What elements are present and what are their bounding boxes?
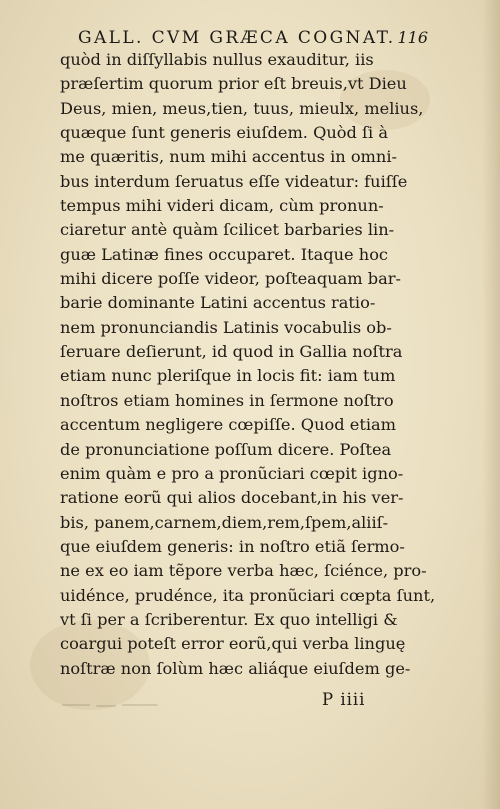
text-line: noſtræ non ſolùm hæc aliáque eiuſdem ge- [60,658,411,678]
text-line: barie dominante Latini accentus ratio- [60,293,376,313]
text-line: noſtros etiam homines in ſermone noſtro [60,390,394,410]
text-line: ne ex eo iam tẽpore verba hæc, ſciénce, pro- [60,561,427,581]
text-line: quòd in diſſyllabis nullus exauditur, iis [60,50,374,69]
page-edge-shadow [482,0,500,809]
text-line: guæ Latinæ fines occuparet. Itaque hoc [60,244,389,264]
text-line: bus interdum ſeruatus eſſe videatur: fuiſſe [60,171,408,191]
text-line: Deus, mien, meus,tien, tuus, mieulx, melius, [60,98,424,118]
text-line: ratione eorũ qui alios docebant,in his ver- [60,488,404,508]
signature-mark: P iiii [322,690,366,709]
text-line: ciaretur antè quàm ſcilicet barbaries lin- [60,220,395,240]
text-line: mihi dicere poſſe videor, poſteaquam bar- [60,269,401,289]
text-line: accentum negligere cœpiſſe. Quod etiam [60,415,397,435]
page-number: 116 [397,28,428,47]
text-line: que eiuſdem generis: in noſtro etiã ſermo- [60,536,405,556]
show-through-text [58,696,168,720]
text-line: enim quàm e pro a pronũciari cœpit igno- [60,463,404,483]
running-title: GALL. CVM GRÆCA COGNAT. [78,28,396,48]
text-line: quæque ſunt generis eiuſdem. Quòd ſi à [60,123,388,143]
text-line: præſertim quorum prior eſt breuis,vt Dieu [60,74,407,94]
text-line: uidénce, prudénce, ita pronũciari cœpta ſunt, [60,585,436,605]
text-line: etiam nunc pleriſque in locis fit: iam tum [60,366,396,386]
text-line: bis, panem,carnem,diem,rem,ſpem,aliiſ- [60,512,389,532]
text-line: coargui poteſt error eorũ,qui verba linguę [60,634,406,654]
text-line: de pronunciatione poſſum dicere. Poſtea [60,439,392,459]
body-text [60,48,438,681]
text-line: tempus mihi videri dicam, cùm pronun- [60,196,384,216]
text-line: vt ſi per a ſcriberentur. Ex quo intelligi & [60,609,398,629]
text-line: nem pronunciandis Latinis vocabulis ob- [60,317,392,337]
text-line: ſeruare deſierunt, id quod in Gallia noſtra [60,342,403,362]
text-line: me quæritis, num mihi accentus in omni- [60,147,397,167]
